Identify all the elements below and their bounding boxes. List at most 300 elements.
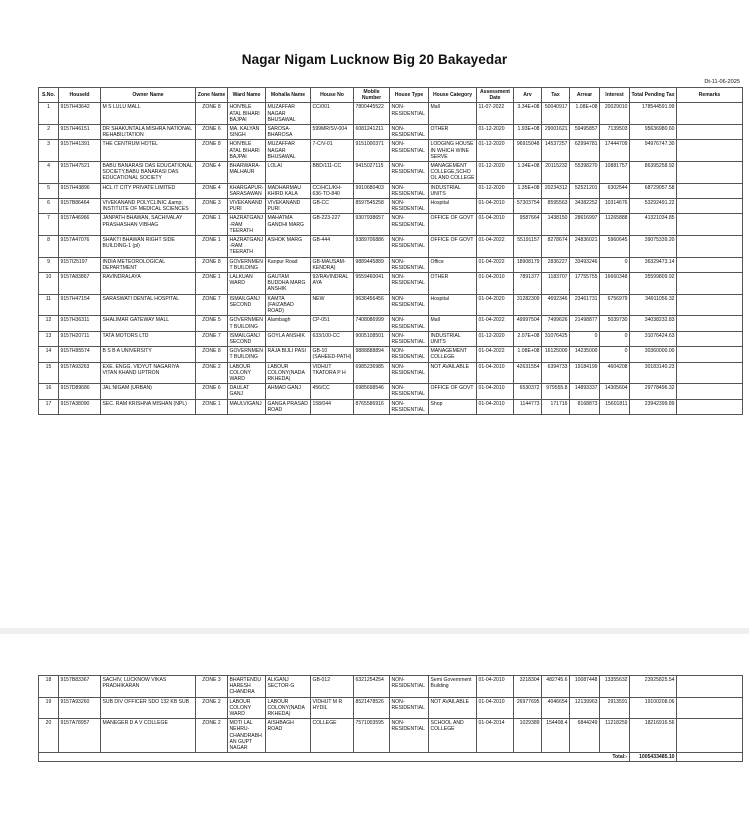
- table-cell: 9307938657: [354, 214, 390, 236]
- column-header: Ward Name: [228, 88, 266, 103]
- table-cell: 55398270: [570, 162, 600, 184]
- table-cell: 19184199: [570, 362, 600, 384]
- column-header: Interest: [600, 88, 630, 103]
- table-cell: 9157H43896: [59, 183, 101, 198]
- table-cell: 9: [39, 257, 59, 272]
- table-cell: 4604208: [600, 362, 630, 384]
- table-cell: 9157H47521: [59, 162, 101, 184]
- column-header: Mohalla Name: [266, 88, 311, 103]
- table-cell: GB-223-227: [311, 214, 354, 236]
- table-cell: 13: [39, 331, 59, 346]
- table-cell: NON-RESIDENTIAL: [390, 676, 429, 698]
- table-row: [39, 183, 743, 198]
- table-cell: 01-04-2020: [477, 294, 514, 316]
- table-cell: 26977695: [514, 697, 542, 719]
- table-cell: 9157A83867: [59, 273, 101, 295]
- table-cell: 01-04-2022: [477, 347, 514, 362]
- table-cell: [677, 236, 743, 258]
- table-cell: 01-04-2022: [477, 236, 514, 258]
- table-cell: 482745.6: [542, 676, 570, 698]
- table-cell: 68729057.58: [630, 183, 677, 198]
- table-cell: LABOUR COLONY WARD: [228, 362, 266, 384]
- table-cell: 01-12-2020: [477, 140, 514, 162]
- table-cell: 3218304: [514, 676, 542, 698]
- table-cell: 9559460041: [354, 273, 390, 295]
- table-cell: 9636456456: [354, 294, 390, 316]
- table-cell: KHARGAPUR-SARASAWAN: [228, 183, 266, 198]
- table-cell: 20029010: [600, 103, 630, 125]
- table-cell: ZONE 1: [196, 273, 228, 295]
- page-title: Nagar Nigam Lucknow Big 20 Bakayedar: [241, 52, 508, 67]
- table-cell: Semi Government Building: [429, 676, 477, 698]
- table-cell: 8168873: [570, 399, 600, 414]
- table-cell: 9157A38090: [59, 399, 101, 414]
- table-cell: AHMAD GANJ: [266, 384, 311, 399]
- table-cell: ZONE 6: [196, 125, 228, 140]
- table-cell: 01-04-2010: [477, 399, 514, 414]
- column-header: Zone Name: [196, 88, 228, 103]
- table-cell: [677, 362, 743, 384]
- table-cell: NON-RESIDENTIAL: [390, 399, 429, 414]
- table-cell: ZONE 8: [196, 257, 228, 272]
- table-row: [39, 273, 743, 295]
- total-row: [39, 753, 743, 762]
- table-cell: HAZRATGANJ-RAM TEERATH: [228, 214, 266, 236]
- table-cell: NON-RESIDENTIAL: [390, 347, 429, 362]
- table-cell: 9415027115: [354, 162, 390, 184]
- table-cell: 01-04-2010: [477, 384, 514, 399]
- table-cell: EXE. ENGG. VIDYUT NAGARIYA VITAN KHAND UPTRON: [101, 362, 196, 384]
- table-cell: 49997504: [514, 316, 542, 331]
- table-cell: 9157A93263: [59, 362, 101, 384]
- table-cell: 979555.8: [542, 384, 570, 399]
- table-cell: 23942399.89: [630, 399, 677, 414]
- table-cell: 9157H43642: [59, 103, 101, 125]
- table-cell: 20115232: [542, 162, 570, 184]
- table-cell: B S B A UNIVERSITY: [101, 347, 196, 362]
- table-cell: 53292491.22: [630, 199, 677, 214]
- table-cell: SACHIV, LUCKNOW VIKAS PRADHIKARAN: [101, 676, 196, 698]
- table-cell: 30183140.23: [630, 362, 677, 384]
- table-cell: 13355632: [600, 676, 630, 698]
- table-cell: 14305604: [600, 384, 630, 399]
- table-cell: NON-RESIDENTIAL: [390, 273, 429, 295]
- table-cell: LALKUAN WARD: [228, 273, 266, 295]
- table-cell: 0: [600, 331, 630, 346]
- table-cell: 21498877: [570, 316, 600, 331]
- table-cell: 6844249: [570, 719, 600, 753]
- table-cell: 8597545258: [354, 199, 390, 214]
- table-cell: HON'BLE ATAL BIHARI BAJPAI: [228, 103, 266, 125]
- table-cell: [677, 294, 743, 316]
- table-cell: INDUSTRIAL UNITS: [429, 331, 477, 346]
- column-header: HouseId: [59, 88, 101, 103]
- table-cell: [677, 331, 743, 346]
- table-cell: SUB DIV OFFICER SDO 132 KB SUB: [101, 697, 196, 719]
- table-cell: 3: [39, 140, 59, 162]
- table-cell: MAHATMA GANDHI MARG: [266, 214, 311, 236]
- table-cell: 14: [39, 347, 59, 362]
- table-cell: MANAGEMENT COLLEGE,SCHOOL AND COLLEGE: [429, 162, 477, 184]
- table-cell: 14893337: [570, 384, 600, 399]
- table-cell: Alambagh: [266, 316, 311, 331]
- column-header: Tax: [542, 88, 570, 103]
- table-cell: 9157A47076: [59, 236, 101, 258]
- table-cell: 1.08E+08: [514, 347, 542, 362]
- table-cell: GOVERNMENT BUILDING: [228, 257, 266, 272]
- table-cell: INDIA METEOROLOGICAL DEPARTMENT: [101, 257, 196, 272]
- table-cell: CP-051: [311, 316, 354, 331]
- table-cell: 7-C/V-01: [311, 140, 354, 162]
- table-row: [39, 257, 743, 272]
- table-cell: NON-RESIDENTIAL: [390, 384, 429, 399]
- table-cell: 4: [39, 162, 59, 184]
- table-row: [39, 294, 743, 316]
- table-cell: CC/001: [311, 103, 354, 125]
- column-header: House Type: [390, 88, 429, 103]
- table-cell: 0: [600, 347, 630, 362]
- table-cell: 2836227: [542, 257, 570, 272]
- table-cell: 29778496.32: [630, 384, 677, 399]
- table-cell: 7891377: [514, 273, 542, 295]
- table-cell: 5960645: [600, 236, 630, 258]
- table-cell: [677, 384, 743, 399]
- table-cell: 24836021: [570, 236, 600, 258]
- table-cell: 9910680403: [354, 183, 390, 198]
- table-cell: 4692346: [542, 294, 570, 316]
- table-cell: 9157B83367: [59, 676, 101, 698]
- table-cell: 1.35E+08: [514, 183, 542, 198]
- table-cell: MOTI LAL NEHRU-CHANDRABHAN GUPT NAGAR: [228, 719, 266, 753]
- table-cell: LABOUR COLONY(NADARKHEDA): [266, 362, 311, 384]
- table-cell: 01-04-2010: [477, 199, 514, 214]
- table-cell: 35599809.92: [630, 273, 677, 295]
- table-cell: 30360000.00: [630, 347, 677, 362]
- table-cell: ZONE 1: [196, 214, 228, 236]
- defaulters-table: [38, 87, 743, 415]
- table-cell: 9157H20711: [59, 331, 101, 346]
- table-cell: 11265888: [600, 214, 630, 236]
- table-cell: 1.93E+08: [514, 125, 542, 140]
- table-cell: 7408086999: [354, 316, 390, 331]
- table-cell: 10314676: [600, 199, 630, 214]
- table-cell: 1144773: [514, 399, 542, 414]
- table-cell: NON-RESIDENTIAL: [390, 162, 429, 184]
- table-cell: 9157A78957: [59, 719, 101, 753]
- table-cell: 0: [600, 257, 630, 272]
- table-cell: 20234312: [542, 183, 570, 198]
- table-cell: 19100208.06: [630, 697, 677, 719]
- table-cell: 14235000: [570, 347, 600, 362]
- table-cell: 17444709: [600, 140, 630, 162]
- table-cell: ZONE 2: [196, 697, 228, 719]
- table-cell: 01-04-2010: [477, 697, 514, 719]
- table-cell: 10881757: [600, 162, 630, 184]
- table-cell: 01-04-2022: [477, 316, 514, 331]
- table-cell: VIVEKANAND POLYCLINIC &amp; INSTITUTE OF MEDICAL SCIENCES: [101, 199, 196, 214]
- table-cell: 12139963: [570, 697, 600, 719]
- table-cell: MUZAFFAR NAGAR BHUSAWAL: [266, 103, 311, 125]
- table-cell: NON-RESIDENTIAL: [390, 697, 429, 719]
- table-cell: 31076424.63: [630, 331, 677, 346]
- table-cell: ZONE 3: [196, 199, 228, 214]
- table-row: [39, 162, 743, 184]
- table-cell: [677, 183, 743, 198]
- table-cell: 10087448: [570, 676, 600, 698]
- table-cell: 8765586916: [354, 399, 390, 414]
- table-cell: 62994781: [570, 140, 600, 162]
- table-cell: 9157A46966: [59, 214, 101, 236]
- table-cell: LABOUR COLONY WARD: [228, 697, 266, 719]
- table-cell: ZONE 1: [196, 236, 228, 258]
- table-cell: 6081241211: [354, 125, 390, 140]
- column-header: Arrear: [570, 88, 600, 103]
- table-cell: 0: [570, 331, 600, 346]
- table-cell: ZONE 3: [196, 676, 228, 698]
- table-cell: MAULVIGANJ: [228, 399, 266, 414]
- table-cell: 50040917: [542, 103, 570, 125]
- table-cell: [677, 347, 743, 362]
- table-cell: 3.34E+08: [514, 103, 542, 125]
- table-cell: 11: [39, 294, 59, 316]
- table-cell: 1.34E+08: [514, 162, 542, 184]
- table-cell: TATA MOTORS LTD: [101, 331, 196, 346]
- table-cell: 9157H95574: [59, 347, 101, 362]
- table-cell: 59495857: [570, 125, 600, 140]
- table-row: [39, 316, 743, 331]
- table-cell: [677, 719, 743, 753]
- table-cell: [677, 162, 743, 184]
- table-cell: NON-RESIDENTIAL: [390, 236, 429, 258]
- table-cell: ALIGANJ SECTOR-G: [266, 676, 311, 698]
- table-cell: 23461731: [570, 294, 600, 316]
- total-remarks-cell: [677, 753, 743, 762]
- table-cell: 158/044: [311, 399, 354, 414]
- column-header: House Category: [429, 88, 477, 103]
- table-cell: 94976747.30: [630, 140, 677, 162]
- table-cell: NEW: [311, 294, 354, 316]
- table-cell: ZONE 7: [196, 294, 228, 316]
- table-cell: 17755755: [570, 273, 600, 295]
- table-cell: NON-RESIDENTIAL: [390, 316, 429, 331]
- table-cell: [677, 199, 743, 214]
- table-cell: ASHOK MARG: [266, 236, 311, 258]
- table-cell: 18216916.56: [630, 719, 677, 753]
- table-row: [39, 331, 743, 346]
- table-cell: NON-RESIDENTIAL: [390, 294, 429, 316]
- table-cell: ZONE 8: [196, 103, 228, 125]
- column-header: Arv: [514, 88, 542, 103]
- table-cell: 6: [39, 199, 59, 214]
- table-row: [39, 347, 743, 362]
- table-cell: 01-12-2020: [477, 162, 514, 184]
- table-cell: 1.08E+08: [570, 103, 600, 125]
- table-cell: 01-04-2010: [477, 676, 514, 698]
- table-cell: OFFICE OF GOVT: [429, 214, 477, 236]
- table-cell: DR SHAKUNTALA MISHRA NATIONAL REHABILITATION: [101, 125, 196, 140]
- table-cell: 19: [39, 697, 59, 719]
- table-cell: NON-RESIDENTIAL: [390, 103, 429, 125]
- table-cell: [677, 214, 743, 236]
- table-cell: ZONE 2: [196, 719, 228, 753]
- table-cell: NON-RESIDENTIAL: [390, 199, 429, 214]
- table-cell: 456/CC: [311, 384, 354, 399]
- table-cell: ZONE 4: [196, 183, 228, 198]
- table-cell: GB-10 (SAHEED-PATH): [311, 347, 354, 362]
- table-cell: SARASWATI DENTAL HOSPITAL: [101, 294, 196, 316]
- table-cell: M S LULU MALL: [101, 103, 196, 125]
- table-cell: ZONE 8: [196, 347, 228, 362]
- table-row: [39, 125, 743, 140]
- table-cell: 8521478526: [354, 697, 390, 719]
- table-cell: NON-RESIDENTIAL: [390, 214, 429, 236]
- table-row: [39, 103, 743, 125]
- table-cell: NOT AVAILABLE: [429, 362, 477, 384]
- table-cell: 9889445889: [354, 257, 390, 272]
- table-header-row: [39, 88, 743, 103]
- table-cell: LABOUR COLONY(NADARKHEDA): [266, 697, 311, 719]
- defaulters-table-continued: [38, 675, 743, 762]
- table-cell: HCL IT CITY PRIVATE LIMITED: [101, 183, 196, 198]
- table-cell: 599MR/SV-004: [311, 125, 354, 140]
- table-cell: 15601811: [600, 399, 630, 414]
- table-row: [39, 362, 743, 384]
- table-cell: GAUTAM BUDDHA MARG ANSHIK: [266, 273, 311, 295]
- table-cell: BHARWARA-MALHAUR: [228, 162, 266, 184]
- table-cell: 5: [39, 183, 59, 198]
- table-cell: 1029389: [514, 719, 542, 753]
- table-cell: SCHOOL AND COLLEGE: [429, 719, 477, 753]
- table-cell: 178544591.99: [630, 103, 677, 125]
- table-cell: [677, 103, 743, 125]
- table-cell: SAROSA-BHAROSA: [266, 125, 311, 140]
- table-cell: 10: [39, 273, 59, 295]
- table-cell: VIVEKANAND PURI: [266, 199, 311, 214]
- table-cell: 633/100-CC: [311, 331, 354, 346]
- table-cell: DAULAT GANJ: [228, 384, 266, 399]
- table-cell: GB-012: [311, 676, 354, 698]
- table-cell: 15: [39, 362, 59, 384]
- table-cell: 1: [39, 103, 59, 125]
- table-cell: GOYLA ANSHIK: [266, 331, 311, 346]
- table-cell: OTHER: [429, 273, 477, 295]
- table-cell: 6530372: [514, 384, 542, 399]
- table-cell: GOVERNMENT BUILDING: [228, 347, 266, 362]
- table-cell: ISMAILGANJ SECOND: [228, 294, 266, 316]
- table-cell: ZONE 5: [196, 316, 228, 331]
- table-cell: 154408.4: [542, 719, 570, 753]
- table-cell: GB-CC: [311, 199, 354, 214]
- column-header: House No: [311, 88, 354, 103]
- table-cell: 6302544: [600, 183, 630, 198]
- table-cell: MANAGEMENT COLLEGE: [429, 347, 477, 362]
- table-cell: NON-RESIDENTIAL: [390, 140, 429, 162]
- table-cell: 41321034.85: [630, 214, 677, 236]
- table-cell: 7139503: [600, 125, 630, 140]
- table-cell: 9157H41391: [59, 140, 101, 162]
- table-cell: ISMAILGANJ SECOND: [228, 331, 266, 346]
- table-cell: OFFICE OF GOVT: [429, 384, 477, 399]
- table-cell: NON-RESIDENTIAL: [390, 257, 429, 272]
- table-cell: [677, 399, 743, 414]
- table-cell: 29001621: [542, 125, 570, 140]
- table-cell: NON-RESIDENTIAL: [390, 362, 429, 384]
- table-cell: 18908179: [514, 257, 542, 272]
- table-cell: 92/RAVINDRALAYA: [311, 273, 354, 295]
- table-cell: 8278674: [542, 236, 570, 258]
- table-cell: ZONE 1: [196, 399, 228, 414]
- table-cell: 9157H47154: [59, 294, 101, 316]
- total-value: 1005433485.10: [630, 753, 677, 762]
- table-cell: 6756979: [600, 294, 630, 316]
- table-cell: NON-RESIDENTIAL: [390, 719, 429, 753]
- table-cell: 28616997: [570, 214, 600, 236]
- table-cell: 11218259: [600, 719, 630, 753]
- table-cell: 01-04-2010: [477, 214, 514, 236]
- table-cell: Hospital: [429, 294, 477, 316]
- table-cell: 9151000371: [354, 140, 390, 162]
- table-cell: HAZRATGANJ-RAM TEERATH: [228, 236, 266, 258]
- table-cell: COLLEGE: [311, 719, 354, 753]
- table-cell: 01-12-2020: [477, 183, 514, 198]
- table-cell: 95636980.60: [630, 125, 677, 140]
- table-cell: THE CENTRUM HOTEL: [101, 140, 196, 162]
- table-cell: 1438150: [542, 214, 570, 236]
- table-row: [39, 236, 743, 258]
- table-cell: 57303754: [514, 199, 542, 214]
- table-cell: 5039730: [600, 316, 630, 331]
- table-cell: 42631554: [514, 362, 542, 384]
- table-cell: ZONE 8: [196, 140, 228, 162]
- table-cell: BABU BANARASI DAS EDUCATIONAL SOCIETY,BABU BANARASI DAS EDUCATIONAL SOCIETY: [101, 162, 196, 184]
- table-cell: 11-07-2022: [477, 103, 514, 125]
- column-header: S.No.: [39, 88, 59, 103]
- table-cell: [677, 316, 743, 331]
- table-cell: 12: [39, 316, 59, 331]
- table-cell: VIDHUT TKATORA P H: [311, 362, 354, 384]
- table-cell: 4046654: [542, 697, 570, 719]
- column-header: Assessment Date: [477, 88, 514, 103]
- table-cell: HON'BLE ATAL BIHARI BAJPAI: [228, 140, 266, 162]
- table-cell: VIDHUT M R HYDIL: [311, 697, 354, 719]
- table-cell: 39075339.20: [630, 236, 677, 258]
- table-row: [39, 384, 743, 399]
- table-cell: 8: [39, 236, 59, 258]
- table-cell: [677, 697, 743, 719]
- table-cell: 1183707: [542, 273, 570, 295]
- table-cell: 33493246: [570, 257, 600, 272]
- table-cell: NON-RESIDENTIAL: [390, 183, 429, 198]
- table-cell: OTHER: [429, 125, 477, 140]
- table-cell: ZONE 2: [196, 362, 228, 384]
- table-cell: 16: [39, 384, 59, 399]
- column-header: Total Pending Tax: [630, 88, 677, 103]
- table-cell: [677, 125, 743, 140]
- table-cell: 9157I25197: [59, 257, 101, 272]
- table-cell: [677, 676, 743, 698]
- table-cell: 16660348: [600, 273, 630, 295]
- table-cell: 2.07E+08: [514, 331, 542, 346]
- table-row: [39, 199, 743, 214]
- table-cell: 2: [39, 125, 59, 140]
- table-cell: 9005108501: [354, 331, 390, 346]
- table-cell: Mall: [429, 316, 477, 331]
- table-cell: GANGA PRASAD ROAD: [266, 399, 311, 414]
- table-cell: MUZAFFAR NAGAR BHUSAWAL: [266, 140, 311, 162]
- page-break: [0, 628, 749, 634]
- table-cell: 6985236985: [354, 362, 390, 384]
- table-cell: [677, 273, 743, 295]
